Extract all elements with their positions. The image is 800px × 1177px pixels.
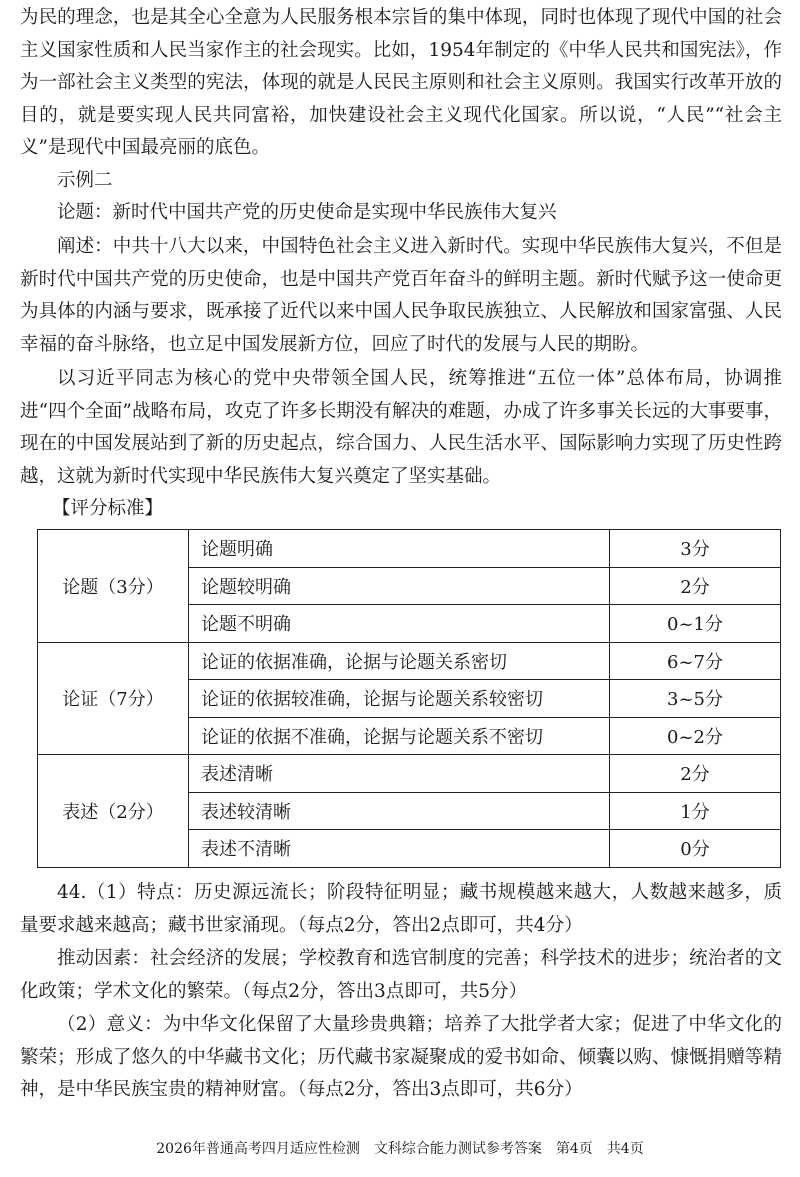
example-two-heading: 示例二 bbox=[57, 170, 113, 191]
rubric-score: 0~1分 bbox=[610, 605, 781, 643]
rubric-criterion: 表述较清晰 bbox=[189, 792, 610, 830]
answer-44-factors: 推动因素：社会经济的发展；学校教育和选官制度的完善；科学技术的进步；统治者的文化政策；学术文化的繁荣。（每点2分，答出3点即可，共5分） bbox=[20, 948, 782, 1002]
rubric-heading: 【评分标准】 bbox=[52, 498, 164, 519]
rubric-score: 2分 bbox=[610, 755, 781, 793]
rubric-criterion: 论题较明确 bbox=[189, 567, 610, 605]
rubric-criterion: 论证的依据准确，论据与论题关系密切 bbox=[189, 642, 610, 680]
table-row bbox=[38, 642, 781, 680]
rubric-score: 1分 bbox=[610, 792, 781, 830]
rubric-criterion: 论证的依据较准确，论据与论题关系较密切 bbox=[189, 680, 610, 718]
paragraph-people-concept: 为民的理念，也是其全心全意为人民服务根本宗旨的集中体现，同时也体现了现代中国的社会主义国家性质和人民当家作主的社会现实。比如，1954年制定的《中华人民共和国宪法》，作为一部社会主义类型的宪法，体现的就是人民民主原则和社会主义原则。我国实行改革开放的目的，就是要实现人民共同富裕，加快建设社会主义现代化国家。所以说，“人民”“社会主义”是现代中国最亮丽的底色。 bbox=[20, 7, 782, 158]
rubric-score: 3分 bbox=[610, 530, 781, 568]
rubric-score: 2分 bbox=[610, 567, 781, 605]
rubric-criterion: 表述清晰 bbox=[189, 755, 610, 793]
thesis-line: 论题：新时代中国共产党的历史使命是实现中华民族伟大复兴 bbox=[57, 202, 557, 223]
page-footer: 2026年普通高考四月适应性检测 文科综合能力测试参考答案 第4页 共4页 bbox=[156, 1141, 644, 1157]
rubric-category-thesis: 论题（3分） bbox=[38, 530, 189, 643]
rubric-score: 6~7分 bbox=[610, 642, 781, 680]
rubric-score: 3~5分 bbox=[610, 680, 781, 718]
rubric-criterion: 论证的依据不准确，论据与论题关系不密切 bbox=[189, 717, 610, 755]
table-row bbox=[38, 530, 781, 568]
answer-44-1: 44.（1）特点：历史源远流长；阶段特征明显；藏书规模越来越大，人数越来越多，质量要求越来越高；藏书世家涌现。（每点2分，答出2点即可，共4分） bbox=[20, 882, 782, 936]
rubric-category-argument: 论证（7分） bbox=[38, 642, 189, 755]
rubric-criterion: 论题明确 bbox=[189, 530, 610, 568]
answer-44-2: （2）意义：为中华文化保留了大量珍贵典籍；培养了大批学者大家；促进了中华文化的繁荣；形成了悠久的中华藏书文化；历代藏书家凝聚成的爱书如命、倾囊以购、慷慨捐赠等精神，是中华民族宝贵的精神财富。（每点2分，答出3点即可，共6分） bbox=[20, 1014, 782, 1100]
rubric-score: 0~2分 bbox=[610, 717, 781, 755]
elaboration-paragraph-2: 以习近平同志为核心的党中央带领全国人民，统筹推进“五位一体”总体布局，协调推进“四个全面”战略布局，攻克了许多长期没有解决的难题，办成了许多事关长远的大事要事，现在的中国发展站到了新的历史起点，综合国力、人民生活水平、国际影响力实现了历史性跨越，这就为新时代实现中华民族伟大复兴奠定了坚实基础。 bbox=[20, 368, 782, 487]
table-row bbox=[38, 755, 781, 793]
rubric-score: 0分 bbox=[610, 830, 781, 868]
scoring-rubric-table bbox=[37, 529, 781, 868]
rubric-criterion: 论题不明确 bbox=[189, 605, 610, 643]
rubric-category-expression: 表述（2分） bbox=[38, 755, 189, 868]
elaboration-paragraph-1: 阐述：中共十八大以来，中国特色社会主义进入新时代。实现中华民族伟大复兴，不但是新时代中国共产党的历史使命，也是中国共产党百年奋斗的鲜明主题。新时代赋予这一使命更为具体的内涵与要求，既承接了近代以来中国人民争取民族独立、人民解放和国家富强、人民幸福的奋斗脉络，也立足中国发展新方位，回应了时代的发展与人民的期盼。 bbox=[20, 236, 782, 355]
rubric-criterion: 表述不清晰 bbox=[189, 830, 610, 868]
